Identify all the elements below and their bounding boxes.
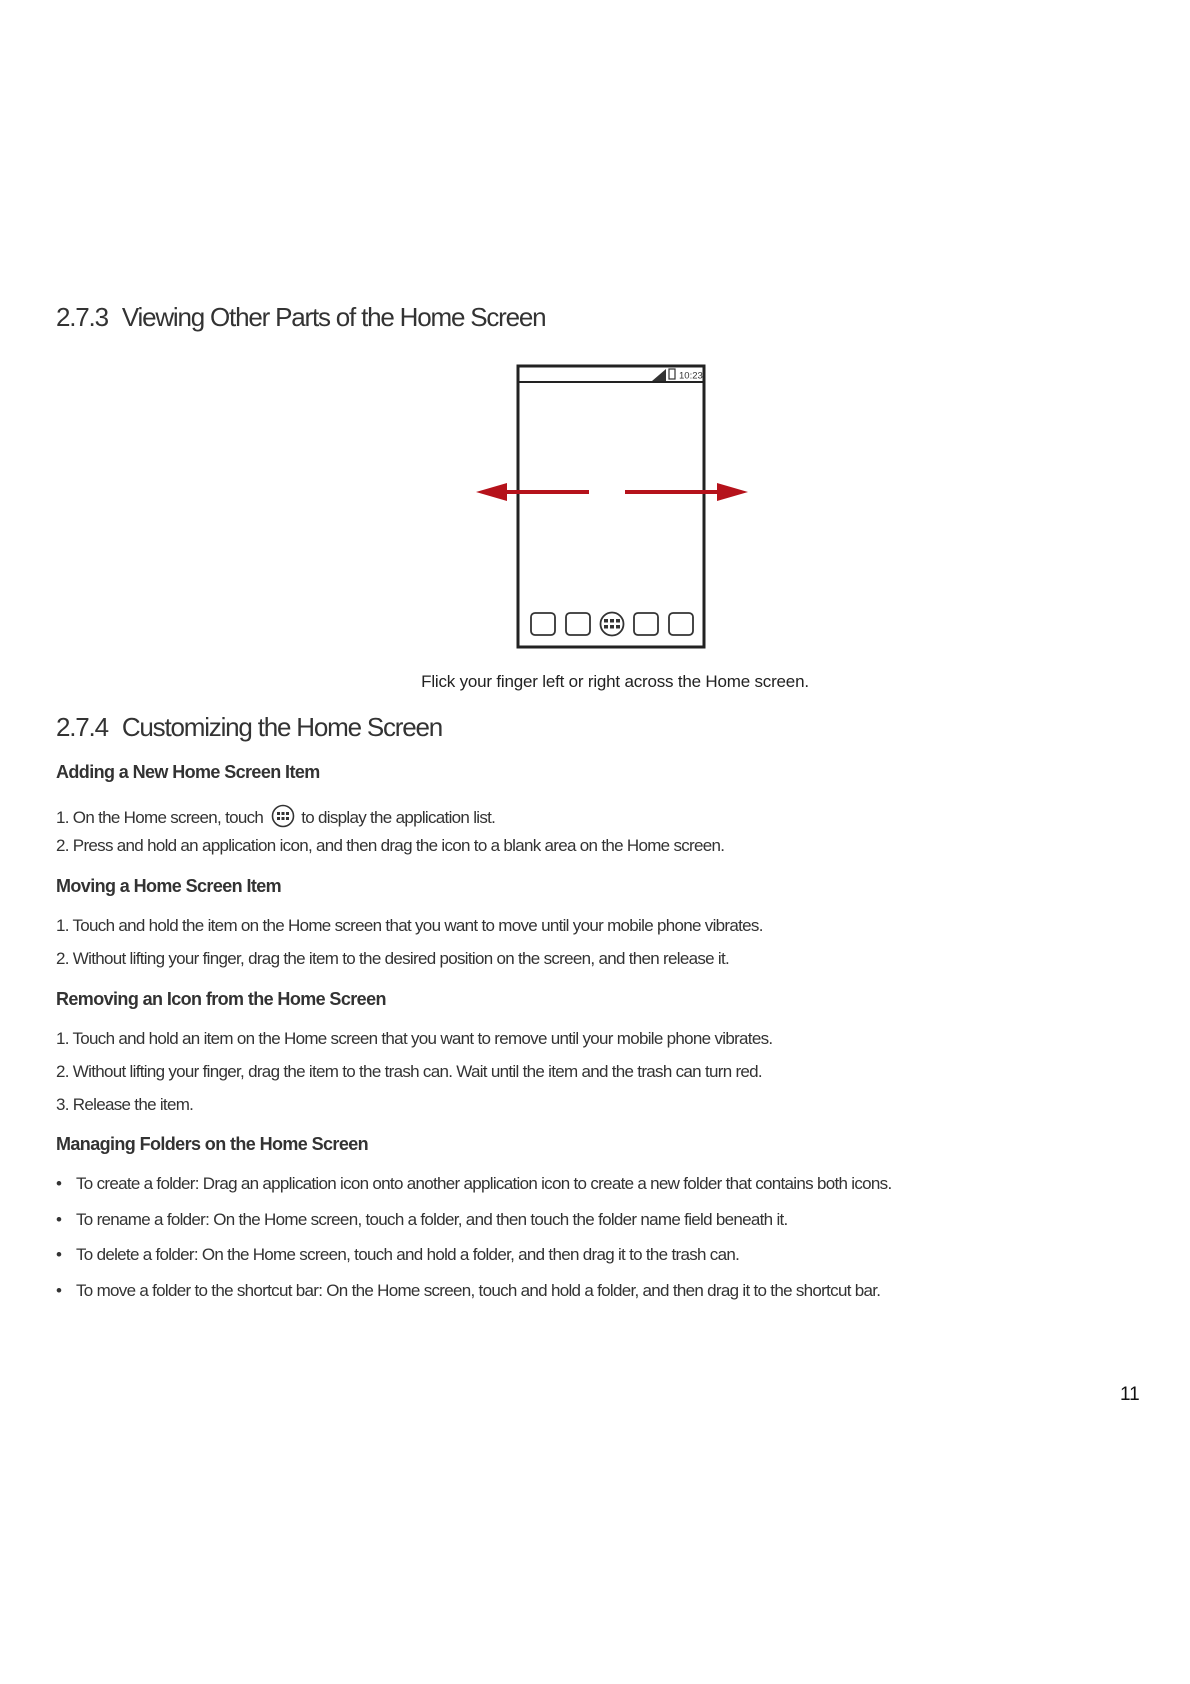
adding-step-1	[56, 804, 495, 833]
status-time: 10:23	[679, 370, 703, 382]
bullet-text: To create a folder: Drag an application icon onto another application icon to create a new folder that contains both icons.	[76, 1174, 892, 1193]
bullet-marker: •	[56, 1281, 62, 1300]
folder-bullet-rename	[56, 1210, 788, 1230]
subheading-folders: Managing Folders on the Home Screen	[56, 1134, 369, 1154]
section-number: 2.7.4	[56, 712, 108, 742]
step-text: to display the application list.	[301, 807, 496, 827]
app-launcher-icon	[271, 804, 295, 833]
figure-caption: Flick your finger left or right across the Home screen.	[421, 672, 809, 691]
subheading-moving: Moving a Home Screen Item	[56, 876, 282, 896]
folder-bullet-create	[56, 1174, 891, 1194]
folder-bullet-move	[56, 1281, 880, 1301]
swipe-right-arrowhead	[717, 483, 748, 501]
page-number: 11	[1120, 1384, 1140, 1405]
phone-screen-frame	[518, 366, 704, 647]
folder-bullet-delete	[56, 1245, 739, 1265]
subheading-removing: Removing an Icon from the Home Screen	[56, 989, 386, 1009]
adding-step-2: 2. Press and hold an application icon, and then drag the icon to a blank area on the Home screen.	[56, 836, 725, 855]
bullet-text: To delete a folder: On the Home screen, touch and hold a folder, and then drag it to the trash can.	[76, 1245, 740, 1264]
section-title: Viewing Other Parts of the Home Screen	[121, 302, 546, 332]
removing-step-3: 3. Release the item.	[56, 1095, 194, 1114]
bullet-marker: •	[56, 1174, 62, 1193]
section-number: 2.7.3	[56, 302, 108, 332]
step-text: 1. On the Home screen, touch	[56, 807, 264, 827]
home-screen-illustration	[0, 0, 1190, 700]
section-title: Customizing the Home Screen	[121, 712, 443, 742]
bullet-text: To move a folder to the shortcut bar: On the Home screen, touch and hold a folder, and then drag it to the shortcut bar.	[76, 1281, 881, 1300]
removing-step-1: 1. Touch and hold an item on the Home screen that you want to remove until your mobile phone vibrates.	[56, 1029, 773, 1048]
bullet-marker: •	[56, 1210, 62, 1229]
moving-step-1: 1. Touch and hold the item on the Home screen that you want to move until your mobile phone vibrates.	[56, 916, 763, 935]
bullet-marker: •	[56, 1245, 62, 1264]
removing-step-2: 2. Without lifting your finger, drag the item to the trash can. Wait until the item and the trash can turn red.	[56, 1062, 762, 1081]
subheading-adding: Adding a New Home Screen Item	[56, 762, 320, 782]
section-heading-2-7-4	[56, 712, 442, 743]
bullet-text: To rename a folder: On the Home screen, touch a folder, and then touch the folder name field beneath it.	[76, 1210, 788, 1229]
swipe-left-arrowhead	[476, 483, 507, 501]
moving-step-2: 2. Without lifting your finger, drag the item to the desired position on the screen, and then release it.	[56, 949, 730, 968]
